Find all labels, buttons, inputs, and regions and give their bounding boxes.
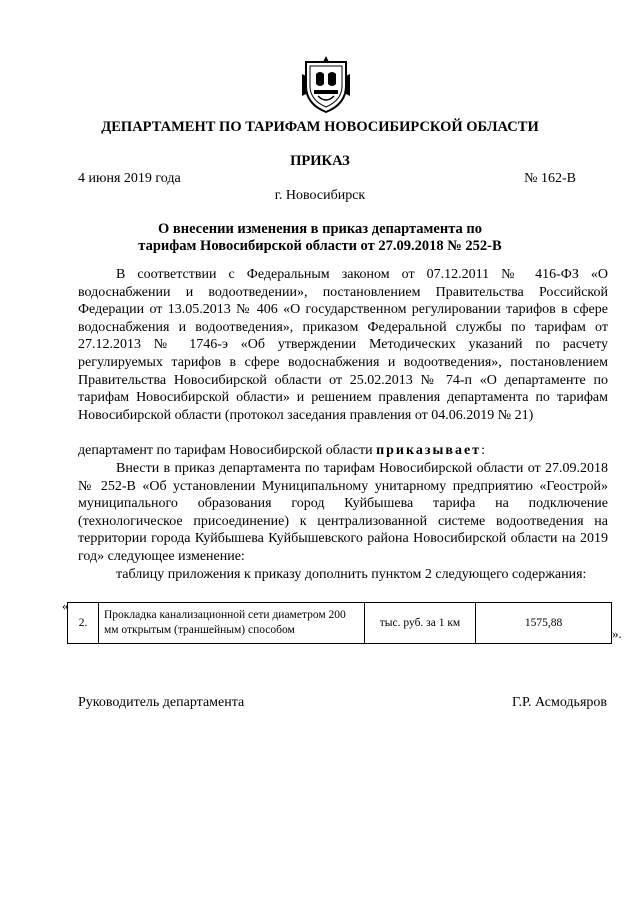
signer-name: Г.Р. Асмодьяров — [511, 695, 607, 710]
tariff-table — [67, 602, 612, 644]
table-intro-paragraph: таблицу приложения к приказу дополнить пунктом 2 следующего содержания: — [116, 567, 587, 582]
table-row — [68, 603, 612, 644]
order-clause — [78, 442, 608, 460]
quote-open: « — [62, 598, 69, 613]
preamble-paragraph: В соответствии с Федеральным законом от 07.12.2011 № 416-ФЗ «О водоснабжении и водоотведении», постановлением Правительства Российской Федерации от 13.05.2013 № 406 «О государственном регулировании тарифов в сфере водоснабжения и водоотведения», приказом Федеральной службы по тарифам от 27.12.2013 № 1746-э «Об утверждении Методических указаний по расчету регулируемых тарифов в сфере водоснабжения и водоотведения», постановлением Правительства Новосибирской области от 25.02.2013 № 74-п «О департаменте по тарифам Новосибирской области» и решением правления департамента по тарифам Новосибирской области (протокол заседания правления от 04.06.2019 № 21) — [78, 267, 608, 423]
row-unit: тыс. руб. за 1 км — [365, 603, 476, 644]
amendment-paragraph: Внести в приказ департамента по тарифам Новосибирской области от 27.09.2018 № 252-В «Об установлении Муниципальному унитарному предприятию «Геострой» муниципального образования город Куйбышева тарифа на подключение (технологическое присоединение) к централизованной системе водоотведения на территории города Куйбышева Куйбышевского района Новосибирской области на 2019 год» следующее изменение: — [78, 461, 608, 564]
quote-close: ». — [612, 626, 622, 641]
city: г. Новосибирск — [274, 188, 366, 203]
order-clause-tail: : — [481, 443, 485, 458]
document-type: ПРИКАЗ — [290, 153, 350, 169]
order-date: 4 июня 2019 года — [78, 171, 181, 186]
row-number: 2. — [68, 603, 99, 644]
row-value: 1575,88 — [476, 603, 612, 644]
department-title: ДЕПАРТАМЕНТ ПО ТАРИФАМ НОВОСИБИРСКОЙ ОБЛАСТИ — [101, 119, 539, 135]
order-subject: О внесении изменения в приказ департамента по тарифам Новосибирской области от 27.09.2018 № 252-В — [138, 221, 502, 254]
coat-of-arms-icon — [302, 54, 350, 114]
order-keyword: приказывает — [376, 443, 482, 458]
order-clause-lead: департамент по тарифам Новосибирской области — [78, 443, 377, 458]
order-number: № 162-В — [524, 171, 576, 186]
row-description: Прокладка канализационной сети диаметром 200 мм открытым (траншейным) способом — [99, 603, 365, 644]
signer-role: Руководитель департамента — [78, 695, 245, 710]
